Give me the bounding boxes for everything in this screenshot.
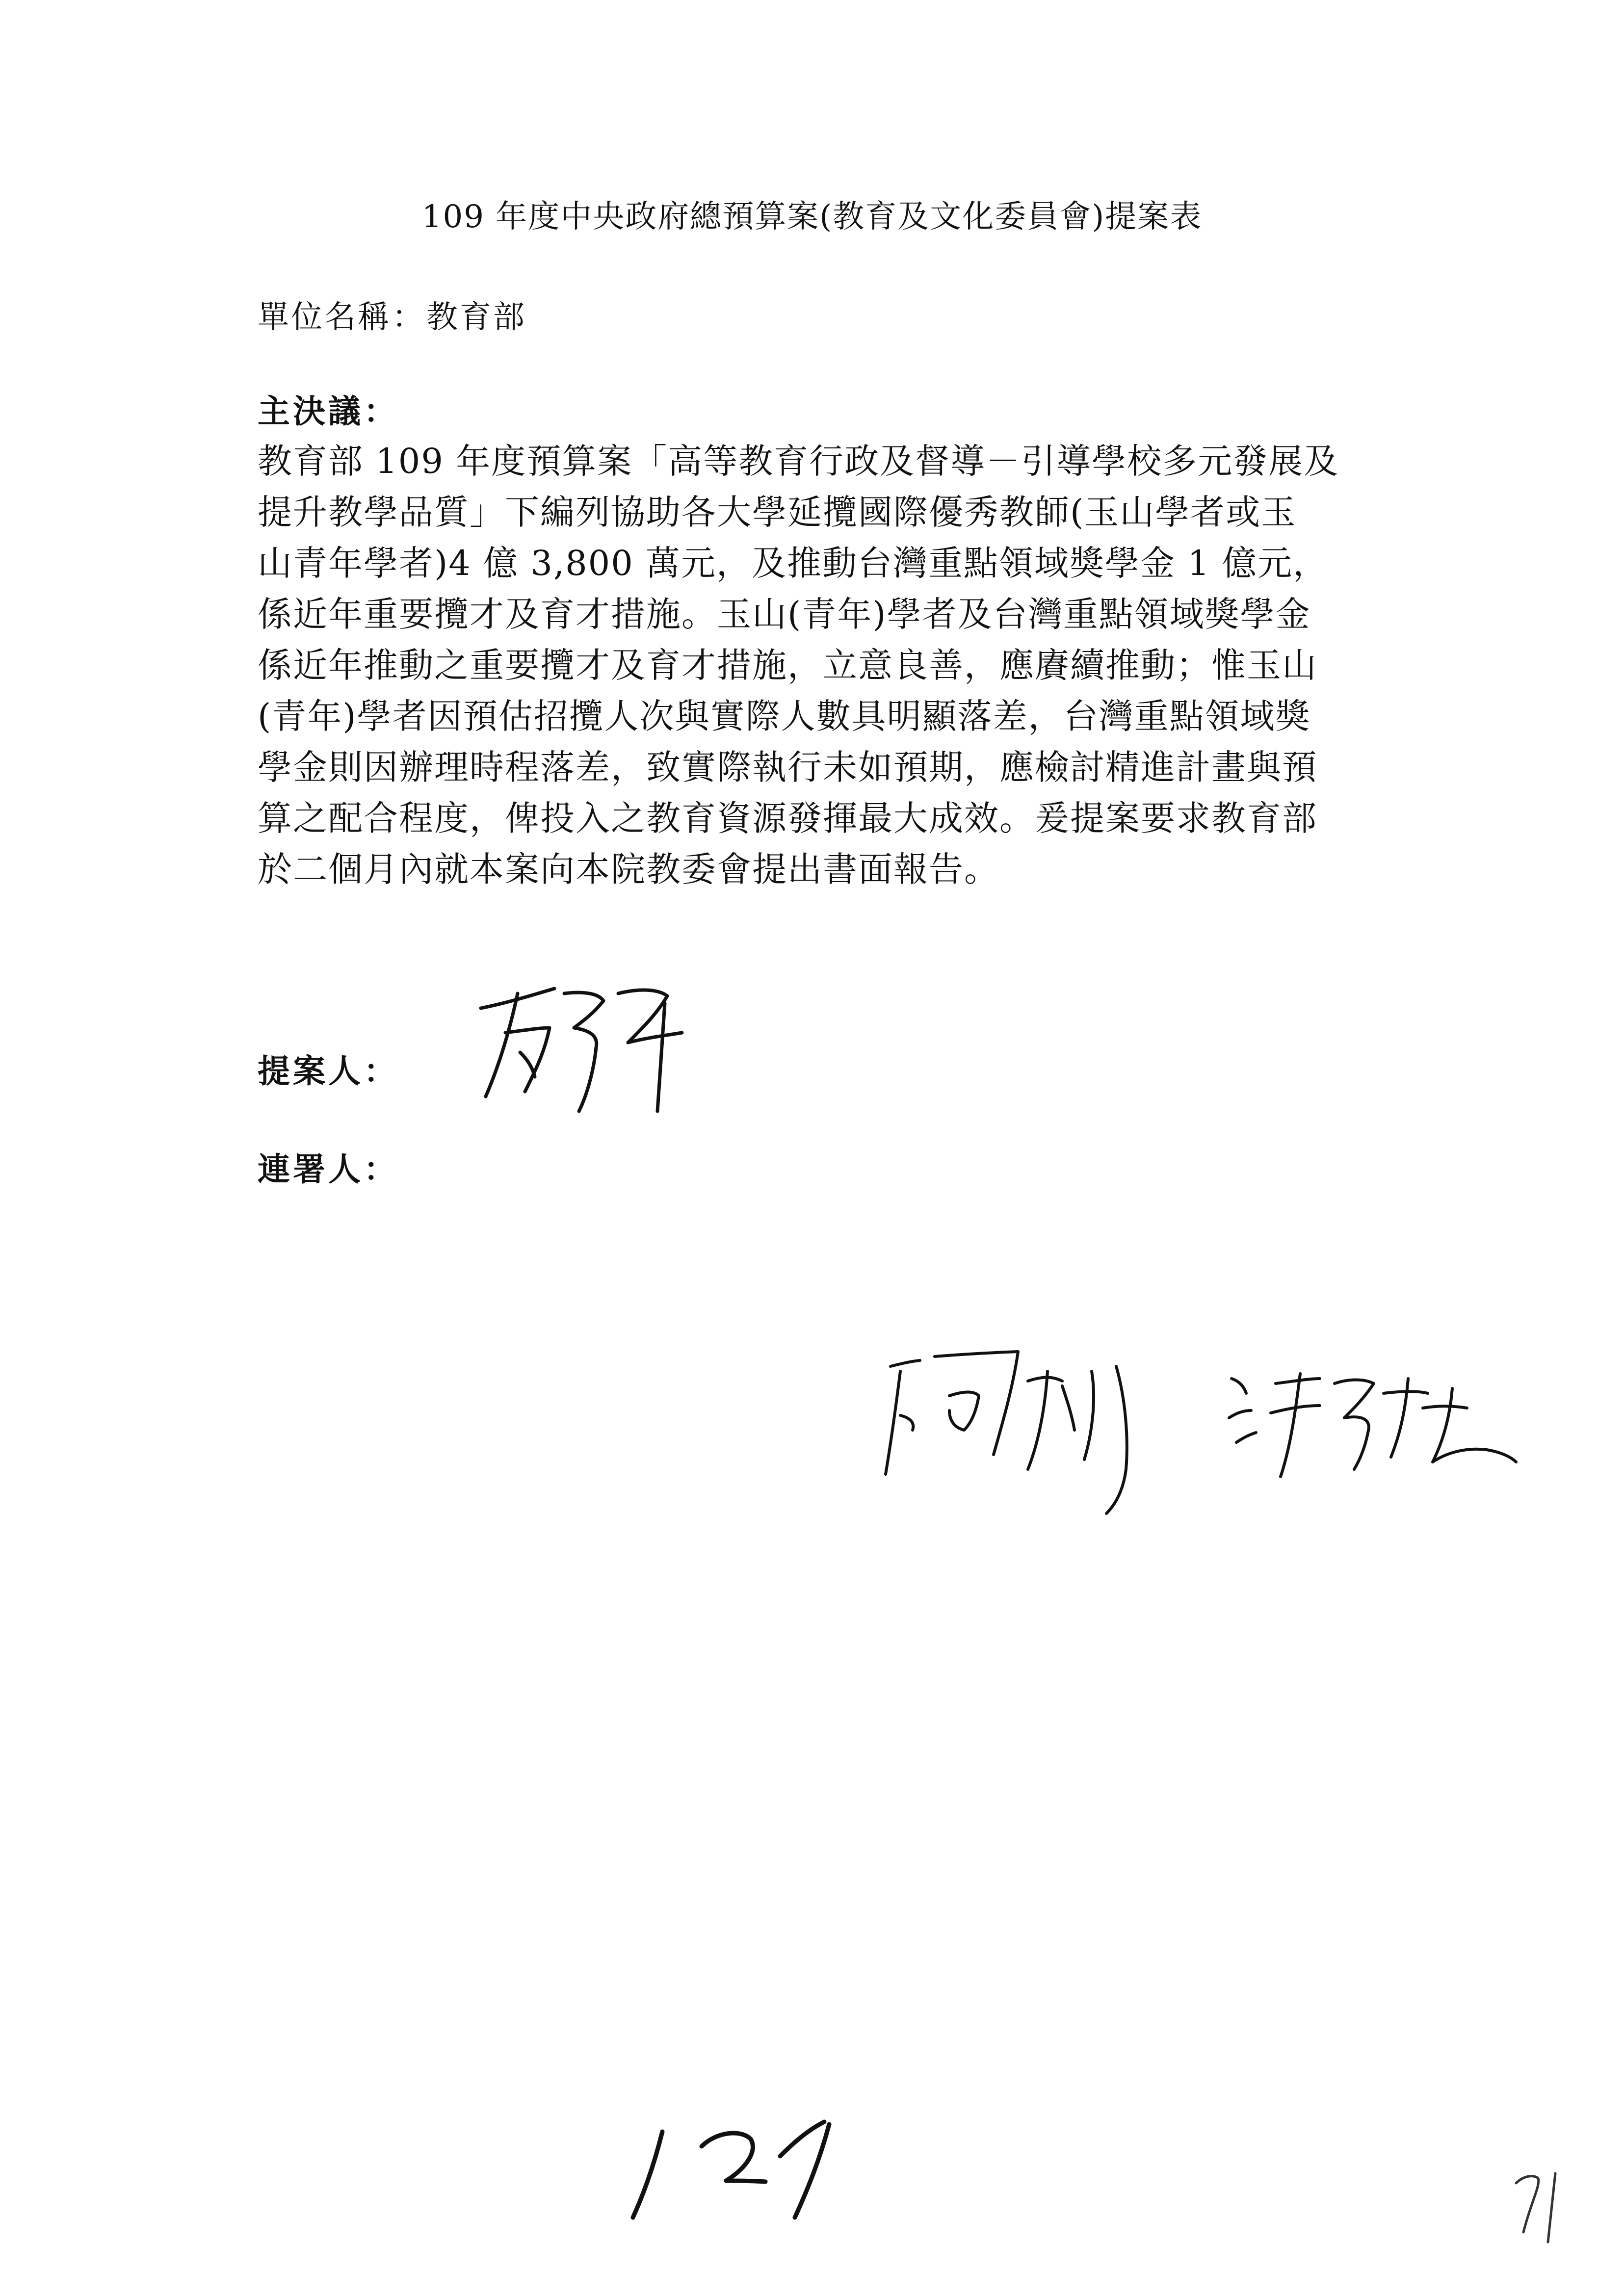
document-title: 109 年度中央政府總預算案(教育及文化委員會)提案表 bbox=[421, 199, 1203, 235]
resolution-line: 學金則因辦理時程落差，致實際執行未如預期，應檢討精進計畫與預 bbox=[258, 747, 1317, 787]
handwritten-corner-mark bbox=[1511, 2164, 1575, 2247]
unit-value: 教育部 bbox=[426, 299, 526, 336]
resolution-line: 係近年重要攬才及育才措施。玉山(青年)學者及台灣重點領域獎學金 bbox=[258, 594, 1311, 634]
cosigner-signature-1 bbox=[881, 1342, 1175, 1518]
resolution-line: 於二個月內就本案向本院教委會提出書面報告。 bbox=[258, 849, 999, 889]
unit-separator: ： bbox=[392, 299, 425, 336]
proposer-signature bbox=[471, 974, 697, 1121]
unit-name-row bbox=[258, 292, 526, 337]
handwritten-page-number bbox=[618, 2112, 873, 2225]
unit-label: 單位名稱 bbox=[258, 299, 391, 336]
proposer-label: 提案人： bbox=[258, 1052, 399, 1090]
resolution-line: 係近年推動之重要攬才及育才措施，立意良善，應賡續推動；惟玉山 bbox=[258, 645, 1317, 685]
resolution-heading: 主決議： bbox=[258, 392, 399, 430]
resolution-line: 山青年學者)4 億 3,800 萬元，及推動台灣重點領域獎學金 1 億元， bbox=[258, 543, 1329, 583]
resolution-body bbox=[258, 436, 1396, 895]
resolution-line: 提升教學品質」下編列協助各大學延攬國際優秀教師(玉山學者或玉 bbox=[258, 492, 1297, 532]
resolution-line: (青年)學者因預估招攬人次與實際人數具明顯落差，台灣重點領域獎 bbox=[258, 696, 1311, 736]
cosigner-label: 連署人： bbox=[258, 1150, 399, 1188]
resolution-line: 算之配合程度，俾投入之教育資源發揮最大成效。爰提案要求教育部 bbox=[258, 798, 1317, 838]
resolution-line: 教育部 109 年度預算案「高等教育行政及督導－引導學校多元發展及 bbox=[258, 441, 1339, 481]
cosigner-signature-2 bbox=[1222, 1364, 1526, 1491]
